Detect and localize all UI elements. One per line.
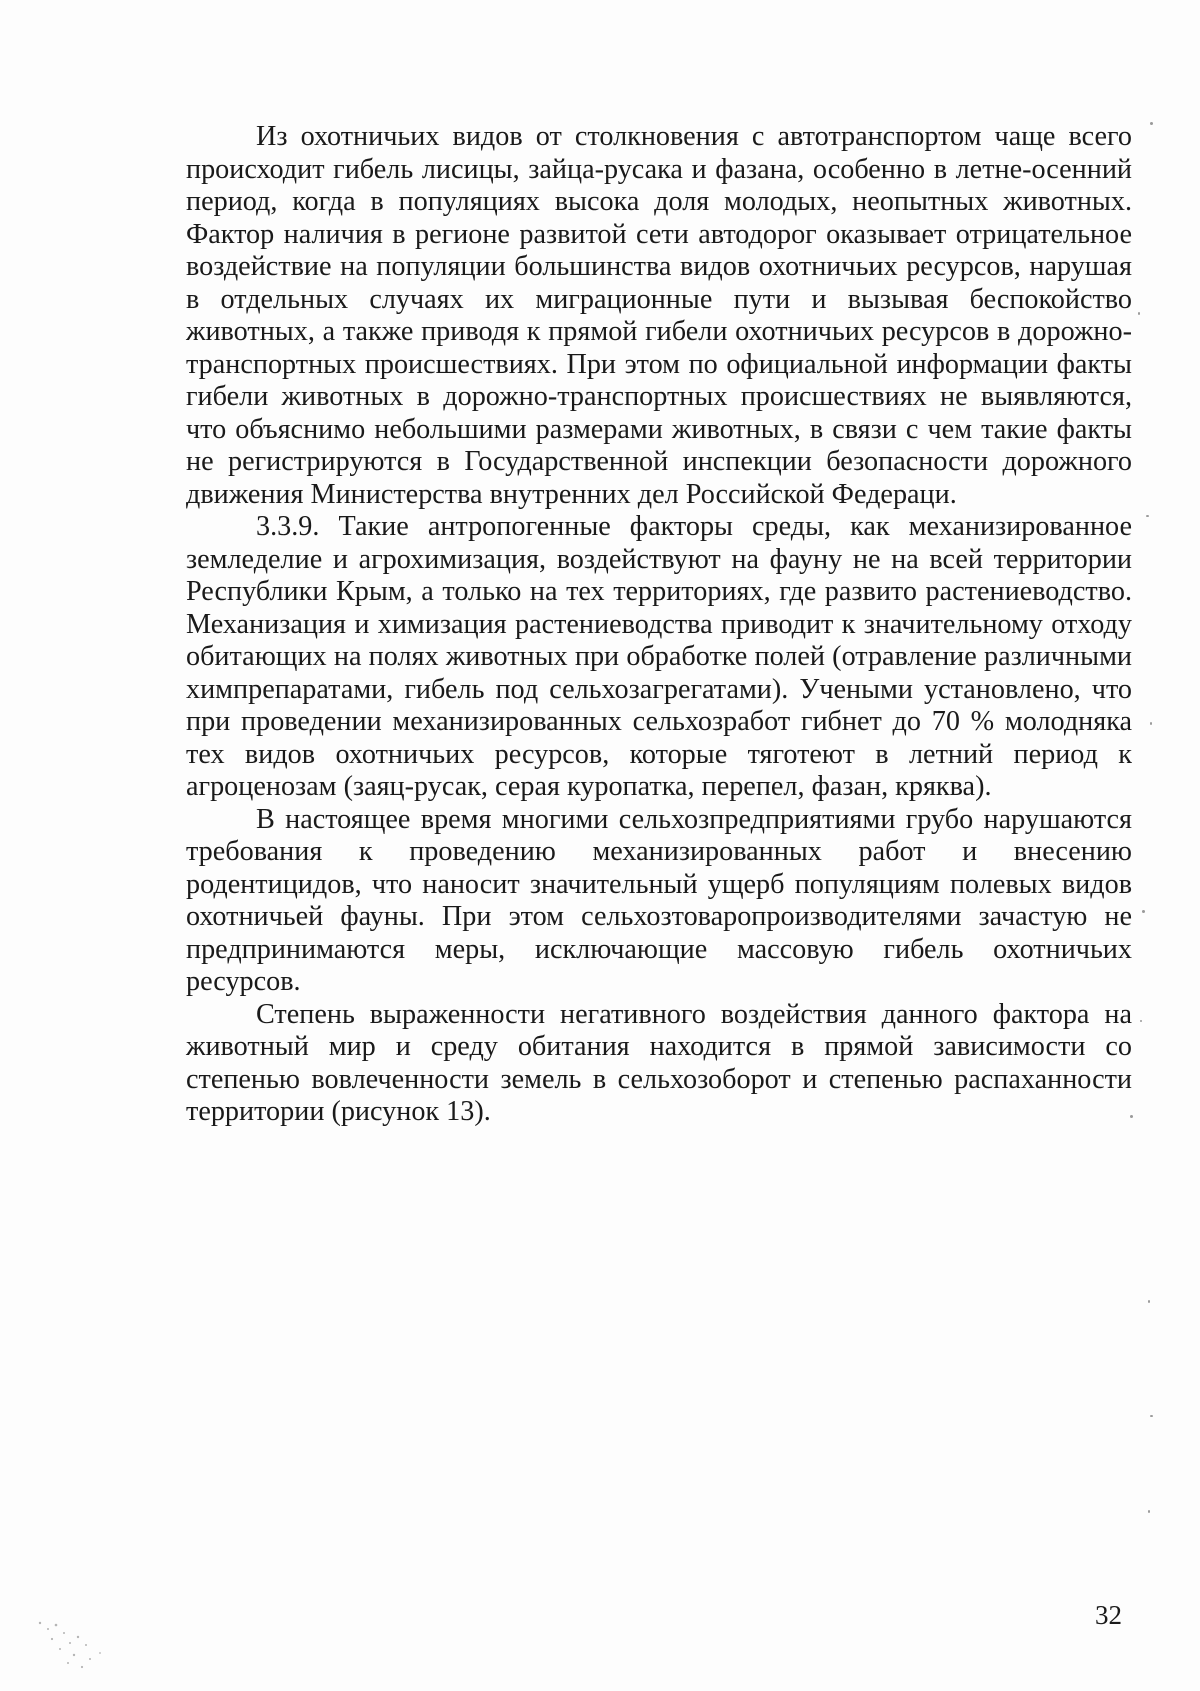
paragraph-road-traffic: Из охотничьих видов от столкновения с автотранспортом чаще всего происходит гибель лисицы, зайца-русака и фазана, особенно в летне-осенний период, когда в популяциях высока доля молодых, неопытных животных. Фактор наличия в регионе развитой сети автодорог оказывает отрицательное воздействие на популяции большинства видов охотничьих ресурсов, нарушая в отдельных случаях их миграционные пути и вызывая беспокойство животных, а также приводя к прямой гибели охотничьих ресурсов в дорожно-транспортных происшествиях. При этом по официальной информации факты гибели животных в дорожно-транспортных происшествиях не выявляются, что объяснимо небольшими размерами животных, в связи с чем такие факты не регистрируются в Государственной инспекции безопасности дорожного движения Министерства внутренних дел Российской Федераци. xyxy=(186,121,1132,510)
scan-speck xyxy=(1148,1300,1150,1303)
paragraph-violations: В настоящее время многими сельхозпредприятиями грубо нарушаются требования к проведению механизированных работ и внесению родентицидов, что наносит значительный ущерб популяциям полевых видов охотничьей фауны. При этом сельхозтоваропроизводителями зачастую не предпринимаются меры, исключающие массовую гибель охотничьих ресурсов. xyxy=(186,803,1132,997)
scan-speck xyxy=(1150,722,1152,725)
scan-speck xyxy=(1150,122,1153,125)
scan-speck xyxy=(1140,1020,1142,1022)
page-number: 32 xyxy=(1095,1600,1122,1630)
scan-speck xyxy=(1138,312,1140,315)
scan-speck xyxy=(1130,1115,1133,1118)
scan-speck xyxy=(1142,910,1145,913)
scan-noise-mark xyxy=(30,1615,120,1675)
scan-speck xyxy=(1148,1510,1150,1513)
paragraph-agriculture-factors: 3.3.9. Такие антропогенные факторы среды, как механизированное земледелие и агрохимизация, воздействуют на фауну не на всей территории Республики Крым, а только на тех территориях, где развито растениеводство. Механизация и химизация растениеводства приводит к значительному отходу обитающих на полях животных при обработке полей (отравление различными химпрепаратами, гибель под сельхозагрегатами). Учеными установлено, что при проведении механизированных сельхозработ гибнет до 70 % молодняка тех видов охотничьих ресурсов, которые тяготеют в летний период к агроценозам (заяц-русак, серая куропатка, перепел, фазан, кряква). xyxy=(186,511,1132,802)
scan-speck xyxy=(1146,515,1149,517)
scan-speck xyxy=(1150,1415,1153,1417)
body-text xyxy=(186,121,1132,1129)
paragraph-negative-impact: Степень выраженности негативного воздействия данного фактора на животный мир и среду обитания находится в прямой зависимости со степенью вовлеченности земель в сельхозоборот и степенью распаханности территории (рисунок 13). xyxy=(186,998,1132,1127)
